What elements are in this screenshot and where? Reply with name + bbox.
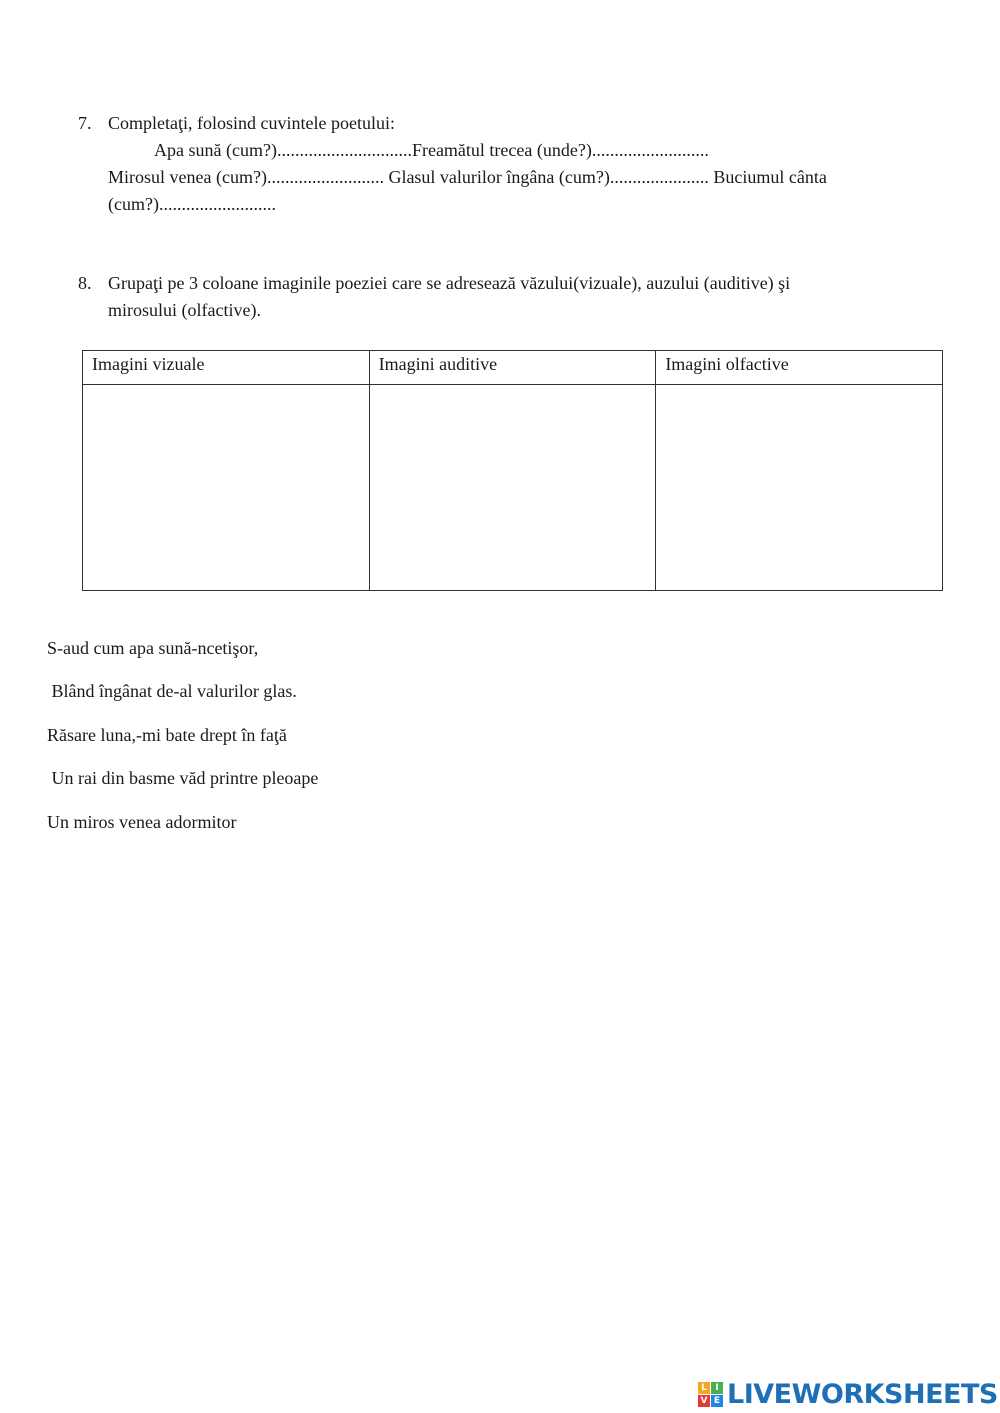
- header-visual-images: Imagini vizuale: [83, 351, 370, 385]
- header-auditory-images: Imagini auditive: [369, 351, 656, 385]
- q8-number: 8.: [78, 273, 92, 293]
- q7-fill-line-2: Mirosul venea (cum?).......................... Glasul valurilor îngâna (cum?)...................... Buciumul cânta: [108, 167, 827, 187]
- poem-line-2[interactable]: Blând îngânat de-al valurilor glas.: [47, 681, 297, 701]
- visual-images-drop-area[interactable]: [83, 385, 370, 591]
- q7-prompt: Completaţi, folosind cuvintele poetului:: [108, 113, 395, 133]
- liveworksheets-logo: [698, 1378, 998, 1410]
- poem-line-5[interactable]: Un miros venea adormitor: [47, 812, 237, 832]
- liveworksheets-logo-icon: L I V E: [698, 1382, 723, 1407]
- olfactory-images-drop-area[interactable]: [656, 385, 943, 591]
- auditory-images-drop-area[interactable]: [369, 385, 656, 591]
- poem-line-1[interactable]: S-aud cum apa sună-ncetişor,: [47, 638, 259, 658]
- q7-number: 7.: [78, 113, 92, 133]
- poem-line-3[interactable]: Răsare luna,-mi bate drept în faţă: [47, 725, 287, 745]
- q8-prompt-line-2: mirosului (olfactive).: [108, 300, 261, 320]
- poem-line-4[interactable]: Un rai din basme văd printre pleoape: [47, 768, 319, 788]
- liveworksheets-logo-text: LIVEWORKSHEETS: [727, 1378, 998, 1410]
- header-olfactory-images: Imagini olfactive: [656, 351, 943, 385]
- q7-fill-line-3: (cum?)..........................: [108, 194, 276, 214]
- q7-fill-line-1: Apa sună (cum?)..............................Freamătul trecea (unde?)..........................: [154, 140, 709, 160]
- q8-prompt-line-1: Grupaţi pe 3 coloane imaginile poeziei care se adresează văzului(vizuale), auzului (auditive) şi: [108, 273, 791, 293]
- imagery-table: [82, 350, 943, 591]
